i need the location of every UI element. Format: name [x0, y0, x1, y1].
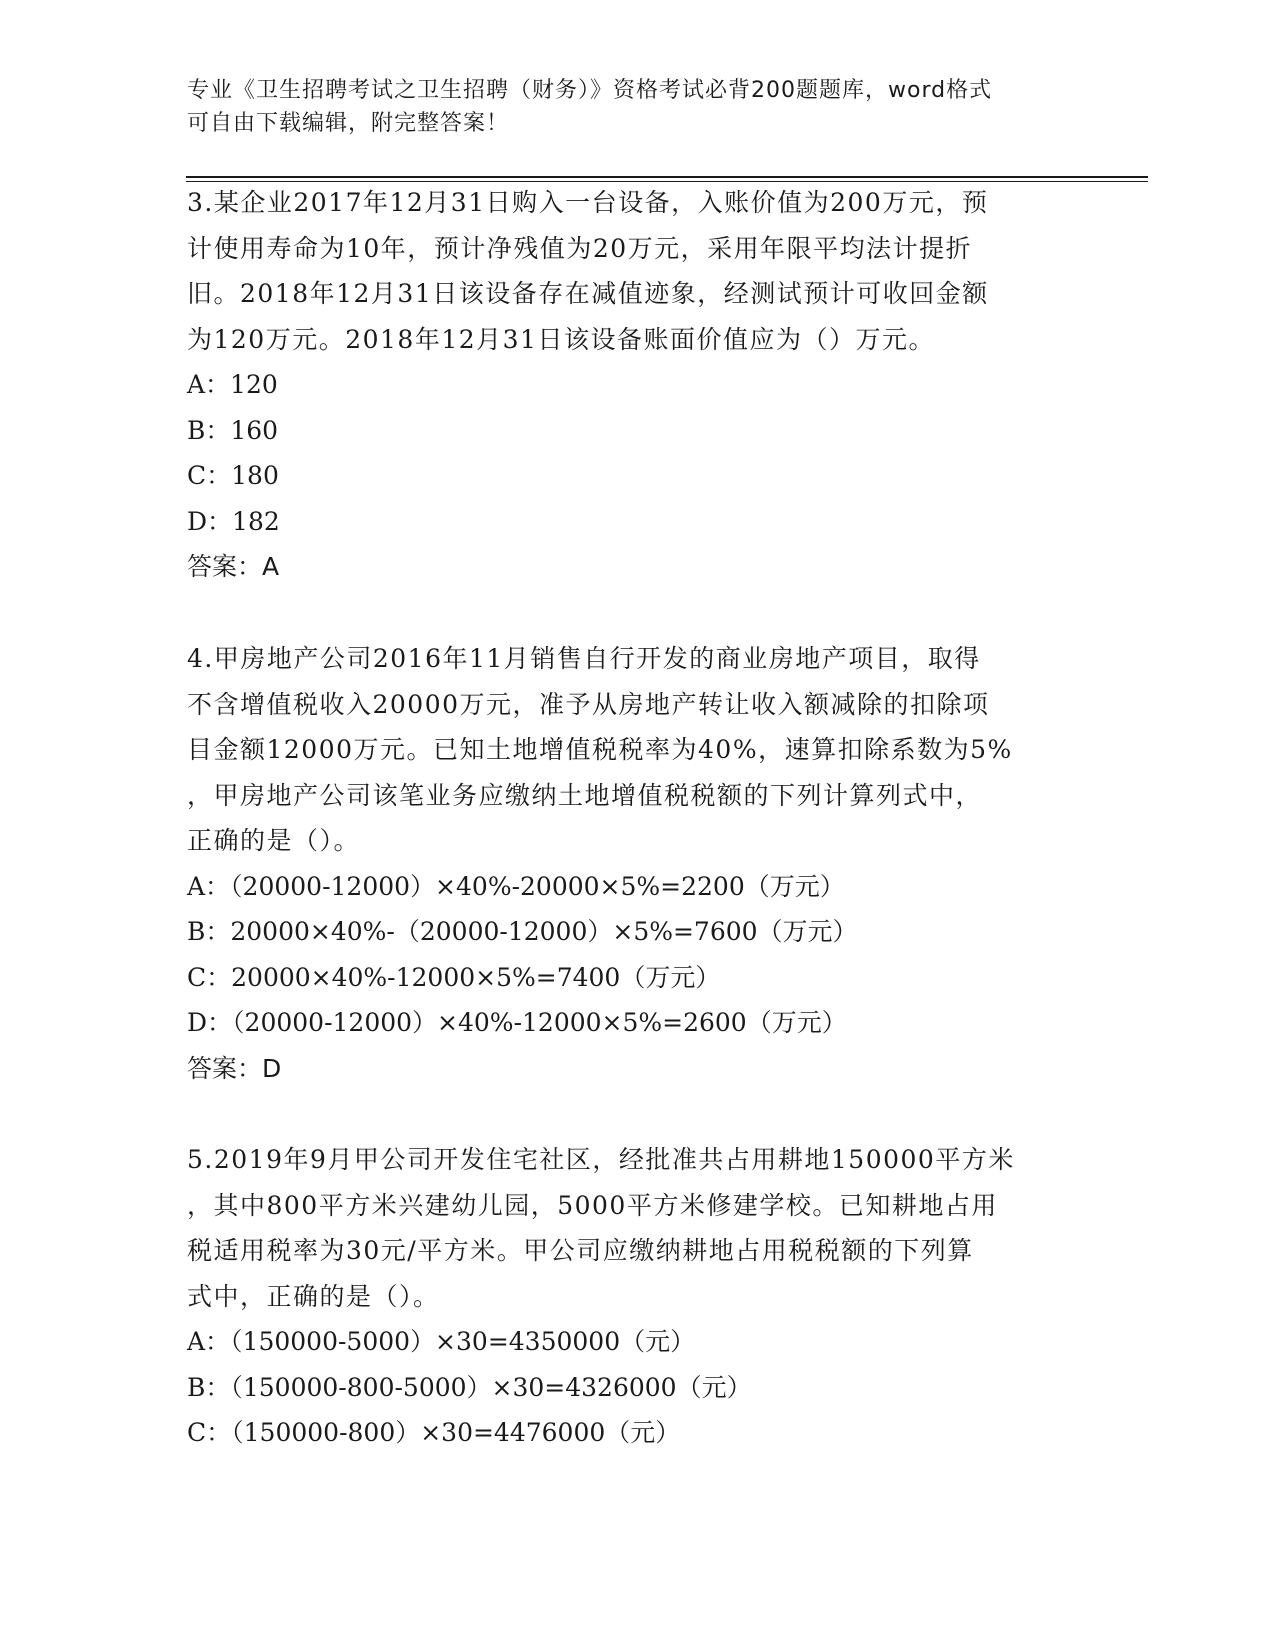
question-3-stem-line: 为120万元。2018年12月31日该设备账面价值应为（）万元。 [187, 324, 935, 354]
question-5-stem-line: ，其中800平方米兴建幼儿园，5000平方米修建学校。已知耕地占用 [187, 1190, 998, 1220]
question-3-option-d: D：182 [187, 506, 280, 536]
question-3-option-b: B：160 [187, 415, 279, 445]
question-5-option-a: A：（150000-5000）×30=4350000（元） [187, 1327, 696, 1356]
question-4-stem-line: 正确的是（）。 [187, 826, 361, 855]
question-5-stem-line: 5.2019年9月甲公司开发住宅社区，经批准共占用耕地150000平方米 [187, 1145, 1015, 1174]
header-divider-thick [186, 176, 1148, 178]
question-3-stem-line: 旧。2018年12月31日该设备存在减值迹象，经测试预计可收回金额 [187, 279, 989, 308]
question-3-option-c: C：180 [187, 461, 279, 490]
question-3-option-a: A：120 [187, 370, 278, 399]
question-4-option-d: D：（20000-12000）×40%-12000×5%=2600（万元） [187, 1008, 847, 1037]
question-4-option-b: B：20000×40%-（20000-12000）×5%=7600（万元） [187, 917, 858, 946]
question-3-stem-line: 计使用寿命为10年，预计净残值为20万元，采用年限平均法计提折 [187, 233, 973, 263]
question-5 [187, 1137, 1087, 1456]
question-5-option-b: B：（150000-800-5000）×30=4326000（元） [187, 1372, 752, 1402]
question-4-stem-line: 不含增值税收入20000万元，准予从房地产转让收入额减除的扣除项 [187, 689, 990, 719]
header-title-line-1: 专业《卫生招聘考试之卫生招聘（财务）》资格考试必背200题题库，word格式 [187, 78, 993, 103]
question-4-option-a: A：（20000-12000）×40%-20000×5%=2200（万元） [187, 871, 845, 901]
question-3-stem-line: 3.某企业2017年12月31日购入一台设备，入账价值为200万元，预 [187, 188, 989, 217]
header-title-line-2: 可自由下载编辑，附完整答案！ [187, 111, 510, 136]
question-3-answer: 答案：A [187, 552, 280, 581]
question-5-stem-line: 税适用税率为30元/平方米。甲公司应缴纳耕地占用税税额的下列算 [187, 1236, 974, 1265]
document-header [187, 74, 1087, 140]
question-4-stem-line: ，甲房地产公司该笔业务应缴纳土地增值税税额的下列计算列式中， [187, 780, 983, 810]
question-3 [187, 180, 1087, 590]
question-5-option-c: C：（150000-800）×30=4476000（元） [187, 1418, 681, 1447]
question-4-stem-line: 目金额12000万元。已知土地增值税税率为40%，速算扣除系数为5% [187, 735, 1013, 764]
question-4-stem-line: 4.甲房地产公司2016年11月销售自行开发的商业房地产项目，取得 [187, 644, 981, 673]
question-4-answer: 答案：D [187, 1053, 282, 1083]
question-4 [187, 636, 1087, 1091]
question-4-option-c: C：20000×40%-12000×5%=7400（万元） [187, 962, 721, 992]
question-5-stem-line: 式中，正确的是（）。 [187, 1281, 440, 1311]
